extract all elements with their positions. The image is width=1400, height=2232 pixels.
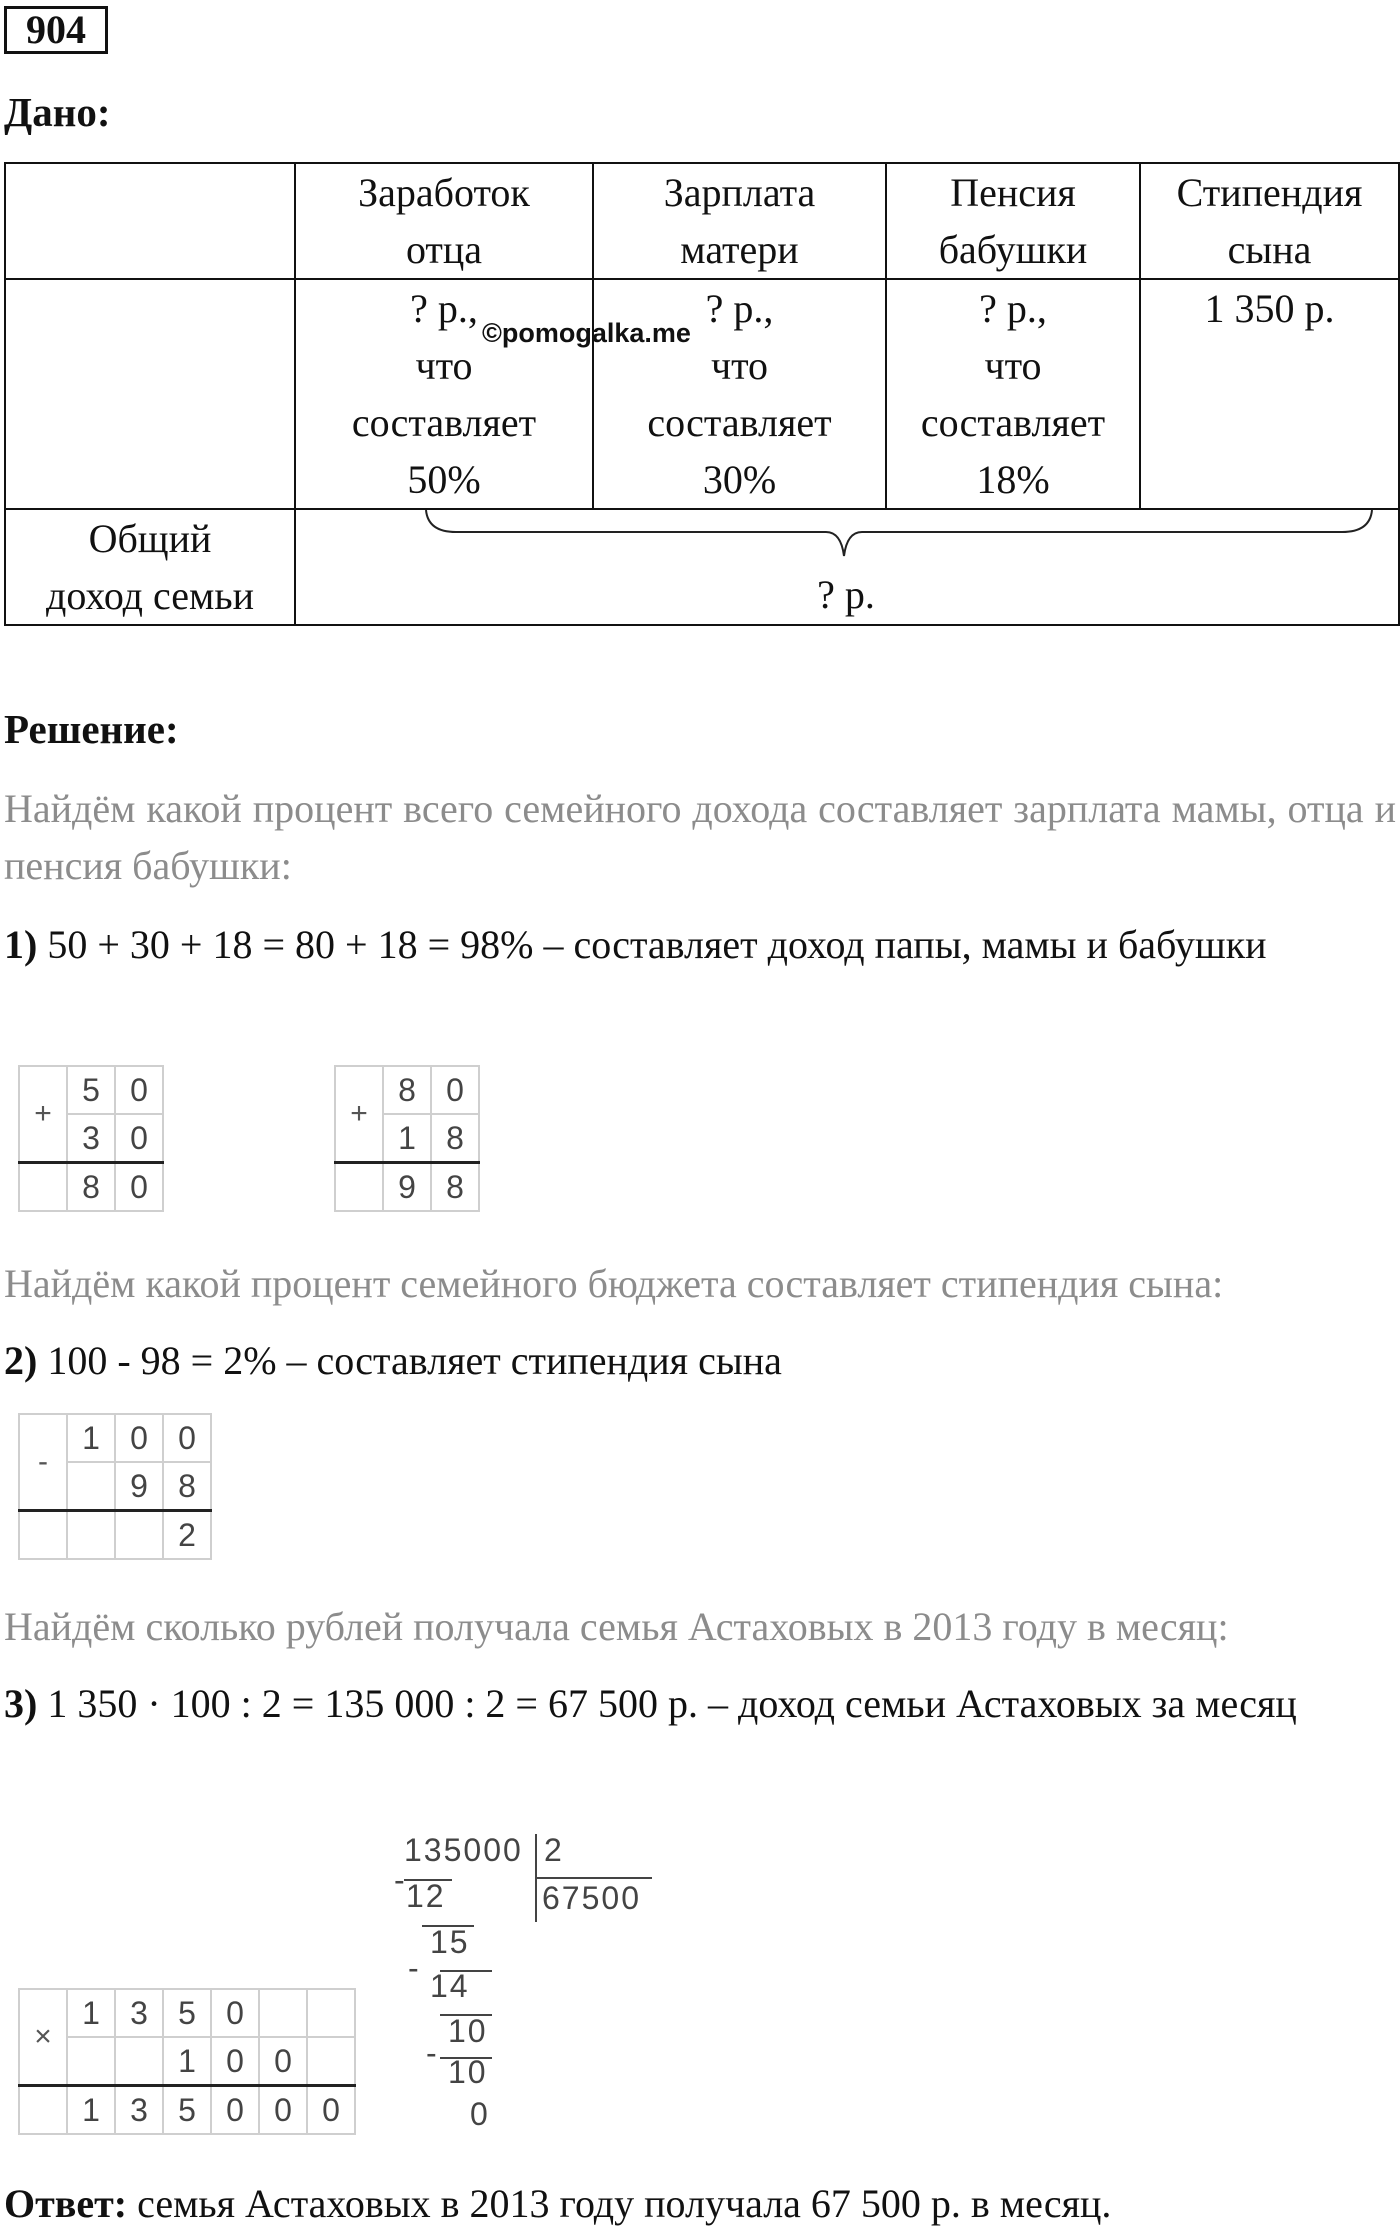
remainder: 10 — [448, 2013, 488, 2049]
digit — [307, 2037, 355, 2086]
header-father: Заработок отца — [295, 163, 593, 279]
digit: 5 — [163, 1989, 211, 2037]
digit: 9 — [115, 1462, 163, 1511]
digit: 1 — [383, 1114, 431, 1163]
step2-intro: Найдём какой процент семейного бюджета составляет стипендия сына: — [4, 1261, 1224, 1306]
step3-text: 1 350 · 100 : 2 = 135 000 : 2 = 67 500 р. – доход семьи Астаховых за месяц — [47, 1681, 1297, 1726]
digit: 3 — [67, 1114, 115, 1163]
plus-sign: + — [335, 1066, 383, 1163]
calc-addition-2 — [334, 1065, 480, 1212]
total-label: Общий доход семьи — [5, 509, 295, 625]
digit: 5 — [163, 2086, 211, 2135]
subtrahend: 12 — [406, 1878, 446, 1914]
step2-text: 100 - 98 = 2% – составляет стипендия сына — [47, 1338, 782, 1383]
digit: 0 — [307, 2086, 355, 2135]
digit: 1 — [67, 1989, 115, 2037]
step1-intro: Найдём какой процент всего семейного дохода составляет зарплата мамы, отца и пенсия бабушки: — [4, 786, 1396, 888]
header-mother: Зарплата матери — [593, 163, 886, 279]
digit: 8 — [431, 1114, 479, 1163]
value-grandmother: ? р., что составляет 18% — [886, 279, 1140, 509]
given-heading: Дано: — [4, 89, 111, 135]
digit: 1 — [163, 2037, 211, 2086]
answer-line — [4, 2175, 1396, 2232]
minus-sign: - — [19, 1414, 67, 1511]
times-sign: × — [19, 1989, 67, 2086]
step2-number: 2) — [4, 1338, 38, 1383]
problem-number: 904 — [4, 6, 108, 54]
value-son: 1 350 р. — [1140, 279, 1399, 509]
digit — [115, 1511, 163, 1560]
values-row — [5, 279, 1399, 509]
digit: 3 — [115, 1989, 163, 2037]
digit: 0 — [259, 2037, 307, 2086]
empty-label-cell — [5, 279, 295, 509]
digit: 1 — [67, 2086, 115, 2135]
digit — [67, 2037, 115, 2086]
digit: 1 — [67, 1414, 115, 1462]
digit: 0 — [431, 1066, 479, 1114]
header-son: Стипендия сына — [1140, 163, 1399, 279]
total-value: ? р. — [817, 572, 875, 617]
digit: 0 — [115, 1114, 163, 1163]
step2-line — [4, 1332, 1396, 1389]
step1-number: 1) — [4, 922, 38, 967]
plus-sign: + — [19, 1066, 67, 1163]
step3-line — [4, 1675, 1396, 1732]
digit: 0 — [211, 2037, 259, 2086]
digit — [307, 1989, 355, 2037]
empty-cell — [19, 1163, 67, 1212]
given-table — [4, 162, 1400, 626]
long-division — [396, 1830, 676, 2130]
step3-intro: Найдём сколько рублей получала семья Астаховых в 2013 году в месяц: — [4, 1604, 1229, 1649]
calc-addition-1 — [18, 1065, 164, 1212]
digit: 2 — [163, 1511, 211, 1560]
divisor: 2 — [544, 1832, 564, 1868]
dividend: 135000 — [404, 1832, 523, 1868]
answer-label: Ответ: — [4, 2181, 128, 2226]
remainder: 15 — [430, 1924, 470, 1960]
total-row — [5, 509, 1399, 625]
header-row — [5, 163, 1399, 279]
step1-text: 50 + 30 + 18 = 80 + 18 = 98% – составляет доход папы, мамы и бабушки — [47, 922, 1267, 967]
subtrahend: 14 — [430, 1968, 470, 2004]
digit: 0 — [115, 1163, 163, 1212]
digit — [67, 1462, 115, 1511]
digit: 0 — [211, 1989, 259, 2037]
solution-heading: Решение: — [4, 706, 179, 752]
empty-cell — [19, 1511, 67, 1560]
digit: 0 — [163, 1414, 211, 1462]
remainder: 0 — [470, 2096, 490, 2132]
calc-subtraction — [18, 1413, 212, 1560]
digit: 9 — [383, 1163, 431, 1212]
empty-cell — [19, 2086, 67, 2135]
digit — [259, 1989, 307, 2037]
digit: 3 — [115, 2086, 163, 2135]
step1-line — [4, 916, 1396, 973]
digit: 0 — [211, 2086, 259, 2135]
value-mother: ? р., что составляет 30% — [593, 279, 886, 509]
calc-multiplication — [18, 1988, 356, 2135]
digit: 8 — [431, 1163, 479, 1212]
digit: 8 — [163, 1462, 211, 1511]
digit — [67, 1511, 115, 1560]
answer-text: семья Астаховых в 2013 году получала 67 500 р. в месяц. — [137, 2181, 1112, 2226]
digit: 0 — [259, 2086, 307, 2135]
total-cell — [295, 509, 1399, 625]
digit: 0 — [115, 1414, 163, 1462]
step3-number: 3) — [4, 1681, 38, 1726]
digit — [115, 2037, 163, 2086]
minus-sign: - — [394, 1862, 407, 1898]
digit: 5 — [67, 1066, 115, 1114]
subtrahend: 10 — [448, 2054, 488, 2090]
value-father: ? р., что составляет 50% — [295, 279, 593, 509]
minus-sign: - — [426, 2035, 439, 2071]
digit: 8 — [67, 1163, 115, 1212]
watermark: ©pomogalka.me — [482, 318, 691, 348]
quotient: 67500 — [542, 1880, 641, 1916]
empty-cell — [335, 1163, 383, 1212]
digit: 0 — [115, 1066, 163, 1114]
empty-corner-cell — [5, 163, 295, 279]
header-grandmother: Пенсия бабушки — [886, 163, 1140, 279]
minus-sign: - — [408, 1950, 421, 1986]
digit: 8 — [383, 1066, 431, 1114]
